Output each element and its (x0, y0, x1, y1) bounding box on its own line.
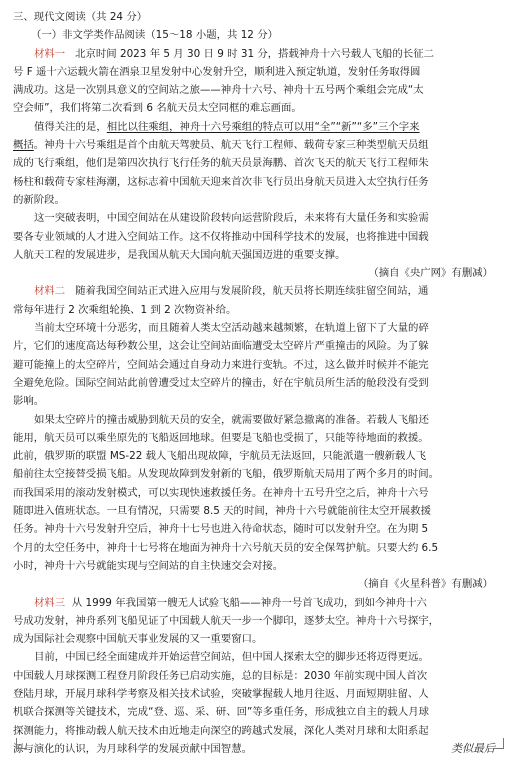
material-1-line: 概括。神舟十六号乘组是首个由航天驾驶员、航天飞行工程师、载荷专家三种类型航天员组 (13, 136, 501, 154)
material-1-line: 杨柱和载荷专家桂海潮，这标志着中国航天迎来首次非飞行员出身航天员进入太空执行任务 (13, 173, 501, 191)
material-2-line: 避可能撞上的太空碎片，空间站会通过自身动力来进行变轨。不过，这么做并时候并不能完 (13, 356, 501, 374)
material-2-line: 影响。 (13, 392, 501, 410)
material-1-label: 材料一 (34, 48, 65, 60)
material-2-line: 而我国采用的滚动发射模式，可以实现快速救援任务。在神舟十五号升空之后，神舟十六号 (13, 484, 501, 502)
material-3-line: 目前，中国已经全面建成并开始运营空间站，但中国人探索太空的脚步还将迈得更远。 (13, 648, 501, 666)
material-1-line: 的新阶段。 (13, 191, 501, 209)
material-2-label: 材料二 (34, 285, 65, 297)
underlined-phrase: 概括 (13, 139, 34, 151)
material-2-line: 常每年进行 2 次乘组轮换、1 到 2 次物资补给。 (13, 301, 501, 319)
material-2-line: 此前，俄罗斯的联盟 MS-22 载人飞船出现故障，宇航员无法返回，只能派遣一艘新载人飞 (13, 447, 501, 465)
handwritten-watermark: 类似最后 (451, 740, 495, 758)
material-1-line: 成的飞行乘组，他们是第四次执行飞行任务的航天员景海鹏、首次飞天的航天飞行工程师朱 (13, 154, 501, 172)
material-3-line: 探测能力，将推动载人航天技术由近地走向深空的跨越式发展，深化人类对月球和太阳系起 (13, 722, 501, 740)
material-2-line: 当前太空环境十分恶劣，而且随着人类太空活动越来越频繁，在轨道上留下了大量的碎 (13, 319, 501, 337)
material-3-line: 号成功发射，神舟系列飞船见证了中国载人航天一步一个脚印，逐梦太空。神舟十六号探宇， (13, 612, 501, 630)
section-subtitle: （一）非文学类作品阅读（15～18 小题，共 12 分） (13, 26, 501, 44)
material-1-source: （摘自《央广网》有删减） (13, 264, 501, 282)
material-1-line: 材料一 北京时间 2023 年 5 月 30 日 9 时 31 分，搭载神舟十六号载人飞船的长征二 (13, 45, 501, 63)
material-1-line: 要各专业领域的人才进入空间站工作。这不仅将推动中国科学技术的发展，也将推进中国载 (13, 228, 501, 246)
material-3-line: 材料三 从 1999 年我国第一艘无人试验飞船——神舟一号首飞成功，到如今神舟十六 (13, 594, 501, 612)
material-2-line: 能用，航天员可以乘坐原先的飞船返回地球。但要是飞船也受损了，只能等待地面的救援。 (13, 429, 501, 447)
material-3-label: 材料三 (34, 597, 65, 609)
material-2 (13, 282, 501, 593)
material-3-line: 机联合探测等关键技术，完成“登、巡、采、研、回”等多重任务，形成独立自主的载人月球 (13, 703, 501, 721)
material-3-line: 源与演化的认识，为月球科学的发展贡献中国智慧。 类似最后 (13, 740, 501, 758)
material-3-line: 成为国际社会观察中国航天事业发展的又一重要窗口。 (13, 630, 501, 648)
material-3 (13, 594, 501, 758)
material-2-line: 随即进入值班状态。一旦有情况，只需要 8.5 天的时间，神舟十六号就能前往太空开展救援 (13, 502, 501, 520)
material-1 (13, 45, 501, 283)
material-1-line: 满成功。这是一次别具意义的空间站之旅——神舟十六号、神舟十五号两个乘组会完成“太 (13, 81, 501, 99)
section-title: 三、现代文阅读（共 24 分） (13, 8, 501, 26)
page-corner-mark-right (493, 738, 504, 749)
material-2-line: 个月的太空任务中，神舟十七号将在地面为神舟十六号航天员的安全保驾护航。只要大约 6.5 (13, 539, 501, 557)
material-2-line: 材料二 随着我国空间站正式进入应用与发展阶段，航天员将长期连续驻留空间站，通 (13, 282, 501, 300)
exam-page (13, 8, 501, 758)
material-2-line: 全避免危险。国际空间站此前曾遭受过太空碎片的撞击，好在宇航员所生活的舱段没有受到 (13, 374, 501, 392)
material-1-line: 这一突破表明，中国空间站在从建设阶段转向运营阶段后，未来将有大量任务和实验需 (13, 209, 501, 227)
material-1-line: 人航天工程的发展进步，是我国从航天大国向航天强国迈进的重要支撑。 (13, 246, 501, 264)
material-2-source: （摘自《火星科普》有删减） (13, 575, 501, 593)
material-2-line: 如果太空碎片的撞击威胁到航天员的安全，就需要做好紧急撤离的准备。若载人飞船还 (13, 411, 501, 429)
material-1-line: 值得关注的是，相比以往乘组，神舟十六号乘组的特点可以用“全”“新”“多”三个字来 (13, 118, 501, 136)
page-corner-mark-left (16, 738, 27, 749)
material-2-line: 小时，神舟十六号就能实现与空间站的自主快速交会对接。 (13, 557, 501, 575)
material-1-line: 号 F 遥十六运载火箭在酒泉卫星发射中心发射升空，顺利进入预定轨道，发射任务取得圆 (13, 63, 501, 81)
material-3-line: 中国载人月球探测工程登月阶段任务已启动实施，总的目标是：2030 年前实现中国人首次 (13, 667, 501, 685)
underlined-phrase: 相比以往乘组，神舟十六号乘组的特点可以用“全”“新”“多”三个字来 (107, 121, 420, 133)
material-2-line: 船前往太空接替受损飞船。从发现故障到发射新的飞船，俄罗斯航天局用了两个多月的时间。 (13, 465, 501, 483)
material-3-line: 登陆月球，开展月球科学考察及相关技术试验，突破掌握载人地月往返、月面短期驻留、人 (13, 685, 501, 703)
material-1-line: 空会师”，我们将第二次看到 6 名航天员太空同框的难忘画面。 (13, 99, 501, 117)
material-2-line: 任务。神舟十六号发射升空后，神舟十七号也进入待命状态，随时可以发射升空。在为期 5 (13, 520, 501, 538)
material-2-line: 片，它们的速度高达每秒数公里，这会让空间站面临遭受太空碎片严重撞击的风险。为了躲 (13, 337, 501, 355)
